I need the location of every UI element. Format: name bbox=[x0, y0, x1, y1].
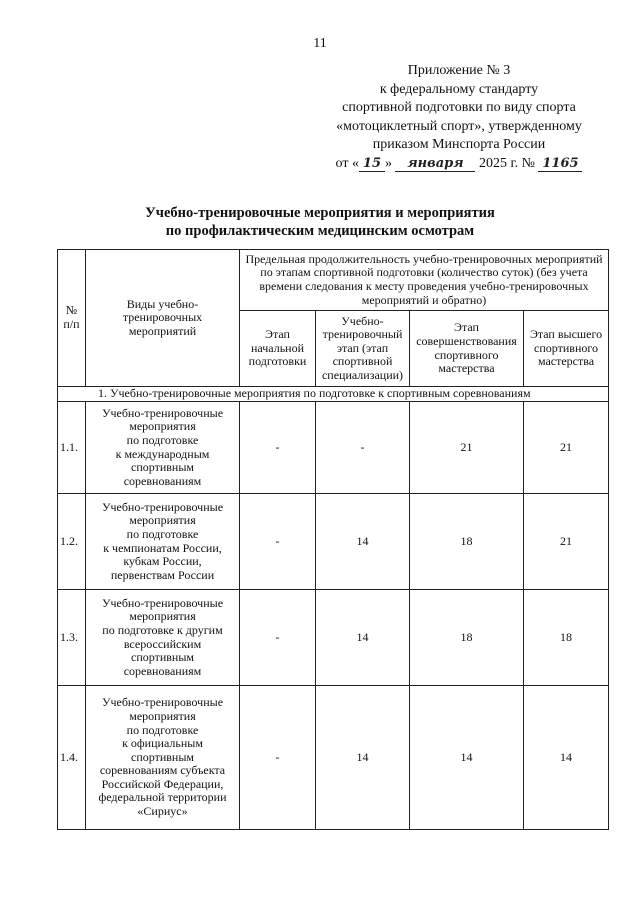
row-value-improvement: 18 bbox=[410, 494, 524, 590]
row-value-initial: - bbox=[240, 494, 316, 590]
row-value-improvement: 18 bbox=[410, 590, 524, 686]
training-events-table bbox=[57, 249, 609, 830]
row-event-name: Учебно-тренировочные мероприятия по подготовке к официальным спортивным соревнованиям субъекта Российской Федерации, федеральной территории «Сириус» bbox=[86, 686, 240, 830]
appendix-header bbox=[300, 62, 618, 174]
row-value-training: 14 bbox=[316, 686, 410, 830]
handwritten-order-number: 1165 bbox=[538, 157, 582, 172]
appendix-title: Приложение № 3 bbox=[407, 63, 511, 78]
appendix-line: приказом Минспорта России bbox=[372, 137, 546, 153]
header-stage-higher: Этап высшего спортивного мастерства bbox=[524, 311, 609, 387]
header-row bbox=[58, 250, 609, 311]
row-number: 1.3. bbox=[58, 590, 86, 686]
header-stage-improvement: Этап совершенствования спортивного мастерства bbox=[410, 311, 524, 387]
date-prefix: от « bbox=[335, 155, 359, 171]
row-value-training: - bbox=[316, 402, 410, 494]
title-line: Учебно-тренировочные мероприятия и мероприятия bbox=[145, 205, 495, 221]
header-num: № п/п bbox=[58, 250, 86, 387]
row-number: 1.2. bbox=[58, 494, 86, 590]
row-event-name: Учебно-тренировочные мероприятия по подготовке к чемпионатам России, кубкам России, первенствам России bbox=[86, 494, 240, 590]
row-value-higher: 18 bbox=[524, 590, 609, 686]
row-value-initial: - bbox=[240, 402, 316, 494]
header-type: Виды учебно- тренировочных мероприятий bbox=[86, 250, 240, 387]
handwritten-day: 15 bbox=[359, 157, 385, 172]
document-title bbox=[0, 204, 640, 240]
row-value-higher: 21 bbox=[524, 494, 609, 590]
row-value-training: 14 bbox=[316, 590, 410, 686]
section-title: 1. Учебно-тренировочные мероприятия по подготовке к спортивным соревнованиям bbox=[58, 387, 609, 402]
row-number: 1.1. bbox=[58, 402, 86, 494]
row-value-higher: 14 bbox=[524, 686, 609, 830]
row-value-initial: - bbox=[240, 686, 316, 830]
order-date-line bbox=[300, 155, 618, 174]
table-row bbox=[58, 686, 609, 830]
table-row bbox=[58, 494, 609, 590]
table-row bbox=[58, 402, 609, 494]
row-value-improvement: 14 bbox=[410, 686, 524, 830]
page-number: 11 bbox=[313, 36, 327, 51]
appendix-line: спортивной подготовки по виду спорта bbox=[342, 100, 576, 116]
header-stage-training: Учебно- тренировочный этап (этап спортивной специализации) bbox=[316, 311, 410, 387]
section-row bbox=[58, 387, 609, 402]
title-line: по профилактическим медицинским осмотрам bbox=[165, 223, 475, 239]
row-event-name: Учебно-тренировочные мероприятия по подготовке к другим всероссийским спортивным соревнованиям bbox=[86, 590, 240, 686]
row-number: 1.4. bbox=[58, 686, 86, 830]
row-value-higher: 21 bbox=[524, 402, 609, 494]
appendix-line: «мотоциклетный спорт», утвержденному bbox=[336, 118, 582, 134]
date-year: 2025 г. № bbox=[478, 155, 535, 171]
row-value-initial: - bbox=[240, 590, 316, 686]
header-duration: Предельная продолжительность учебно-тренировочных мероприятий по этапам спортивной подготовки (количество суток) (без учета времени следования к месту проведения учебно-тренировочных мероприятий и обратно) bbox=[240, 250, 609, 311]
row-value-training: 14 bbox=[316, 494, 410, 590]
handwritten-month: января bbox=[395, 157, 475, 172]
row-value-improvement: 21 bbox=[410, 402, 524, 494]
appendix-line: к федеральному стандарту bbox=[379, 81, 539, 97]
row-event-name: Учебно-тренировочные мероприятия по подготовке к международным спортивным соревнованиям bbox=[86, 402, 240, 494]
header-stage-initial: Этап начальной подготовки bbox=[240, 311, 316, 387]
date-mid: » bbox=[384, 155, 392, 171]
table-row bbox=[58, 590, 609, 686]
